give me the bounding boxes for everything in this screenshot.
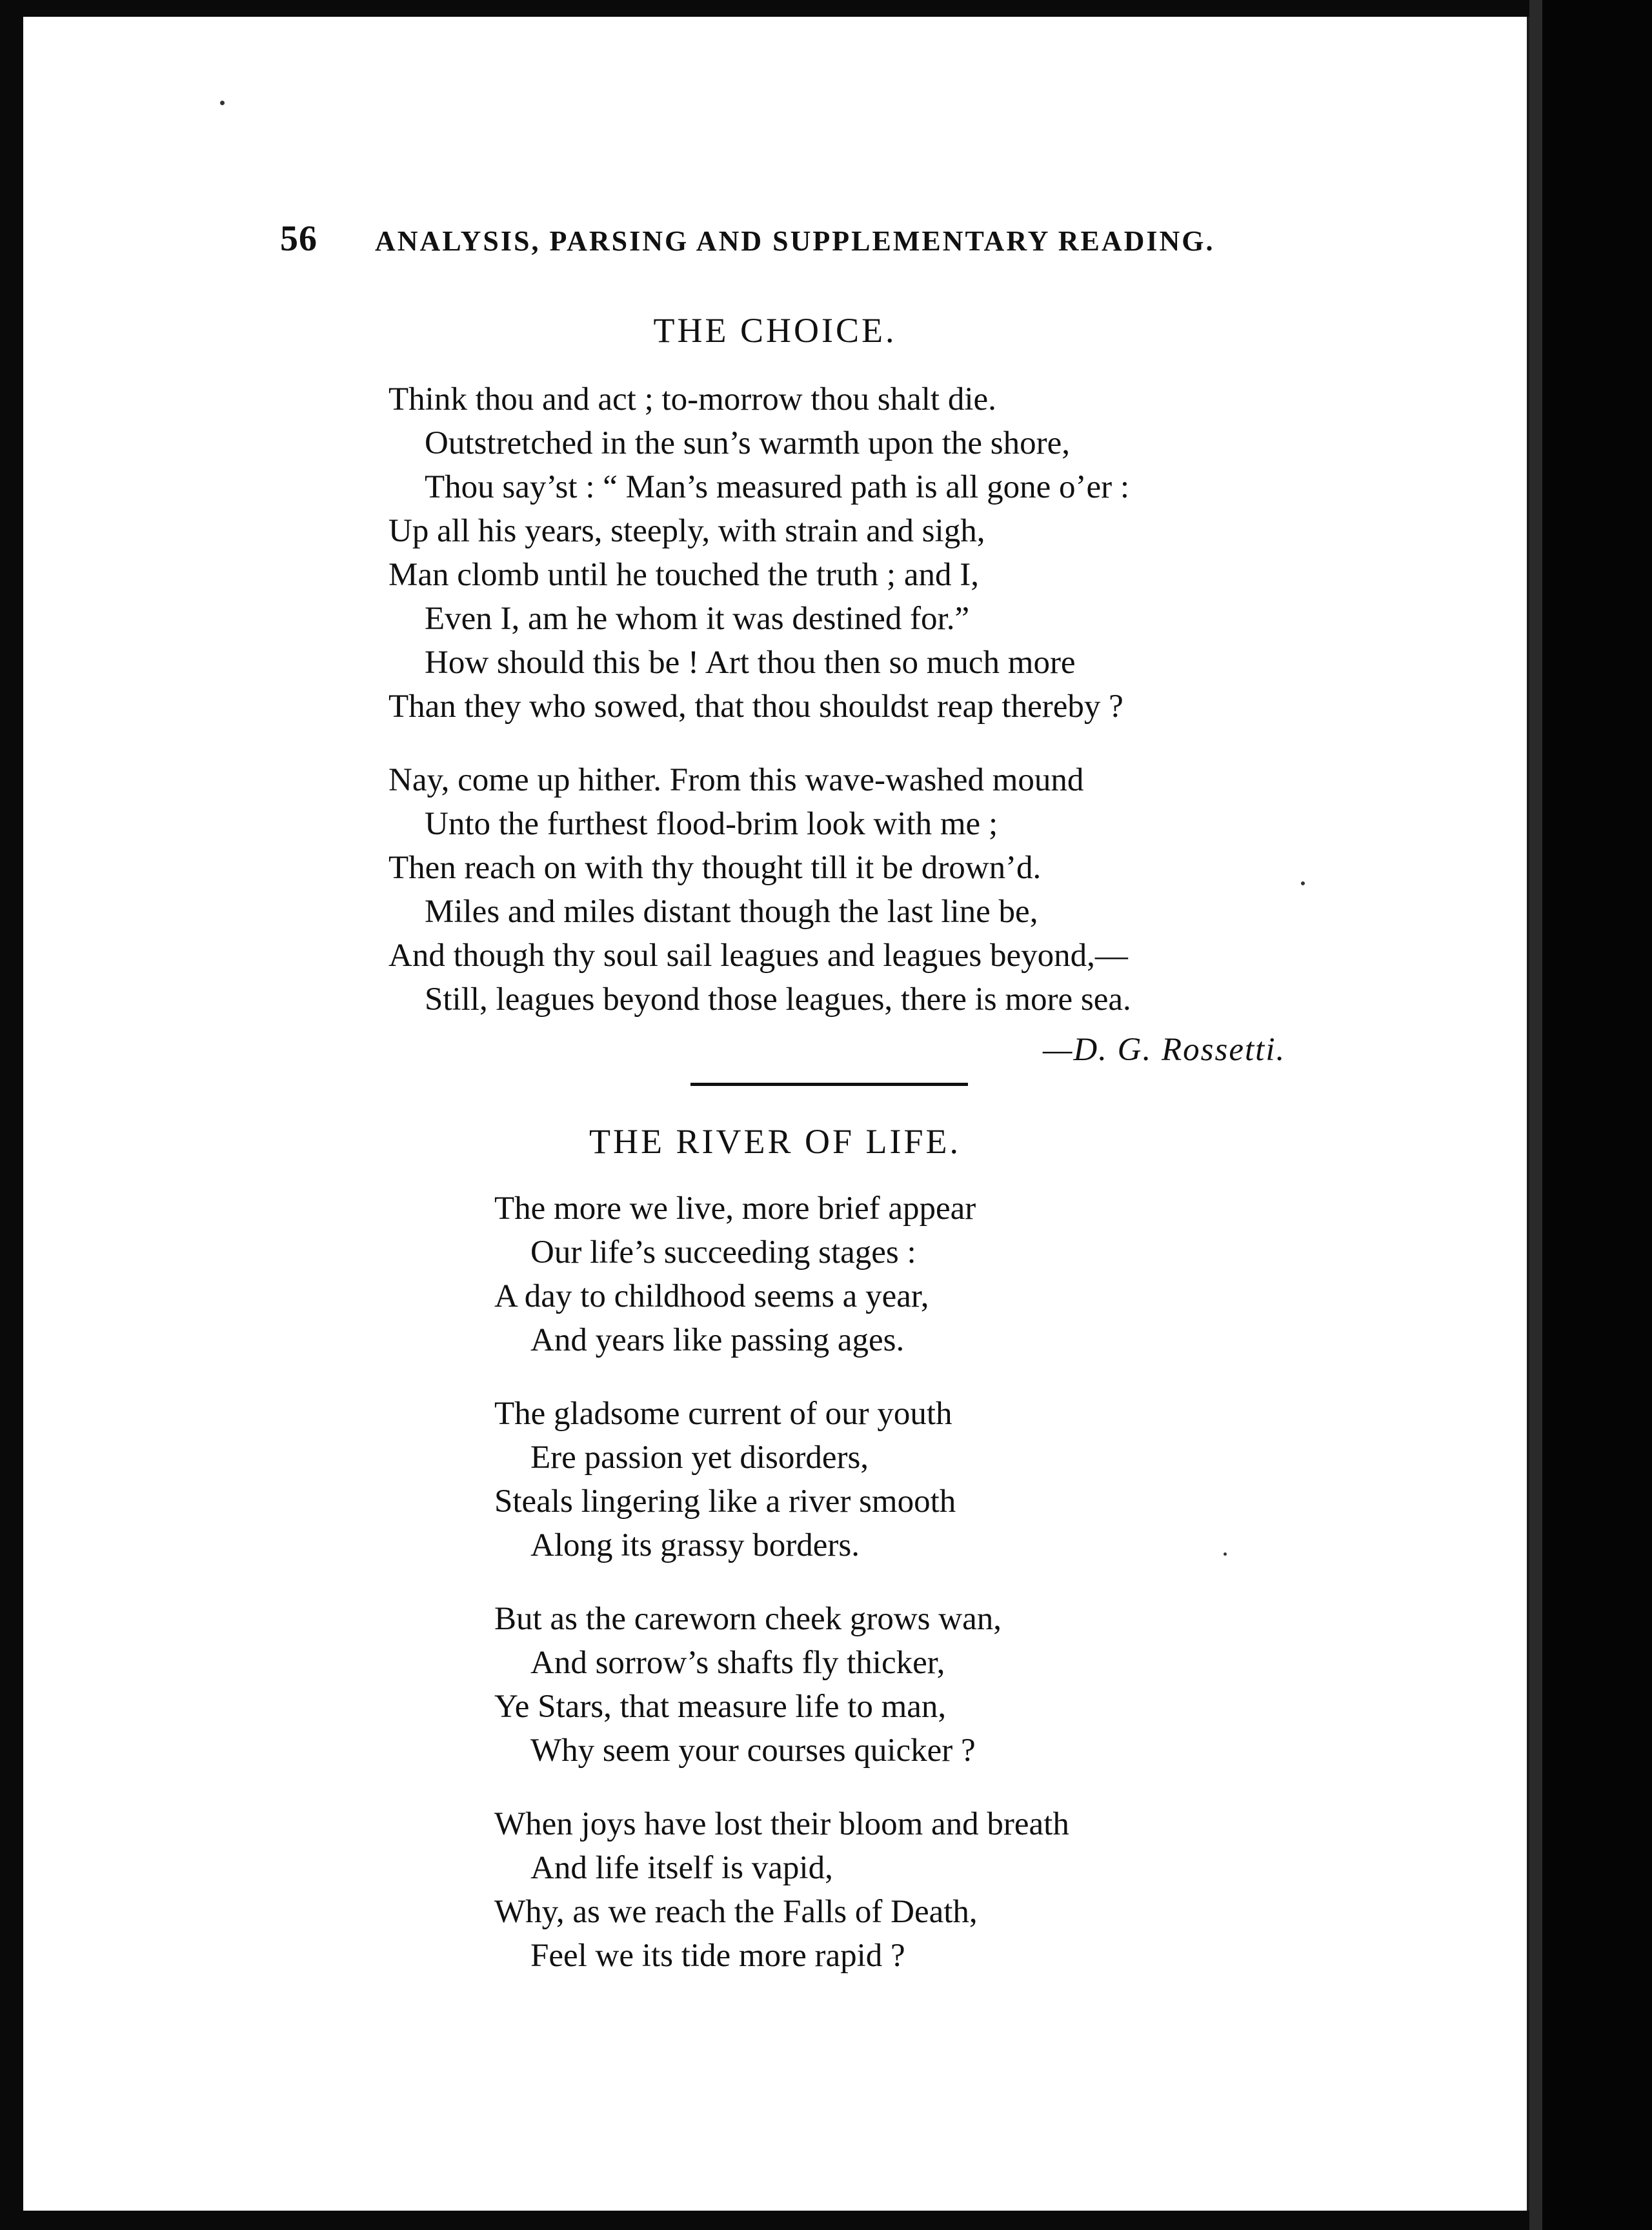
page-edge [1529, 0, 1542, 2230]
poem-line: And though thy soul sail leagues and leagues beyond,— [388, 938, 1128, 974]
poem-line: Then reach on with thy thought till it be drown’d. [388, 850, 1042, 886]
poem-line: Miles and miles distant though the last line be, [425, 894, 1038, 930]
scan-speck [1224, 1552, 1227, 1556]
scan-speck [1301, 881, 1305, 885]
poem-line: Thou say’st : “ Man’s measured path is all gone o’er : [425, 469, 1129, 505]
poem-line: Along its grassy borders. [530, 1527, 860, 1563]
poem-line: Think thou and act ; to-morrow thou shalt die. [388, 381, 996, 417]
poem-line: And life itself is vapid, [530, 1850, 833, 1886]
poem-line: Ere passion yet disorders, [530, 1440, 869, 1476]
poem-line: When joys have lost their bloom and breath [494, 1806, 1069, 1842]
poem-line: And sorrow’s shafts fly thicker, [530, 1645, 945, 1681]
poem-line: Our life’s succeeding stages : [530, 1234, 916, 1271]
poem-line: Still, leagues beyond those leagues, there is more sea. [425, 981, 1131, 1018]
section-divider [690, 1083, 968, 1086]
poem-line: A day to childhood seems a year, [494, 1278, 929, 1314]
page-number: 56 [280, 219, 317, 259]
poem-line: Why seem your courses quicker ? [530, 1733, 976, 1769]
running-header [23, 218, 1527, 270]
poem-line: Up all his years, steeply, with strain and sigh, [388, 513, 985, 549]
poem-line: Nay, come up hither. From this wave-washed mound [388, 762, 1084, 798]
poem-line: But as the careworn cheek grows wan, [494, 1601, 1002, 1637]
poem-line: The more we live, more brief appear [494, 1190, 976, 1227]
poem-line: Ye Stars, that measure life to man, [494, 1689, 947, 1725]
poem-line: Than they who sowed, that thou shouldst reap thereby ? [388, 688, 1123, 725]
poem-line: How should this be ! Art thou then so much more [425, 645, 1076, 681]
poem-line: Feel we its tide more rapid ? [530, 1938, 905, 1974]
poem-line: Man clomb until he touched the truth ; and I, [388, 557, 979, 593]
poem-line: Outstretched in the sun’s warmth upon the shore, [425, 425, 1070, 461]
poem-line: Even I, am he whom it was destined for.” [425, 601, 970, 637]
attribution: —D. G. Rossetti. [1043, 1032, 1286, 1068]
scan-speck [220, 101, 225, 105]
poem-title-the-river-of-life: THE RIVER OF LIFE. [589, 1122, 961, 1161]
poem-line: Steals lingering like a river smooth [494, 1483, 956, 1520]
poem-line: Unto the furthest flood-brim look with me ; [425, 806, 998, 842]
book-page [23, 17, 1533, 2211]
poem-title-the-choice: THE CHOICE. [653, 311, 897, 350]
poem-line: Why, as we reach the Falls of Death, [494, 1894, 978, 1930]
scan-border [1542, 0, 1652, 2230]
running-header-title: ANALYSIS, PARSING AND SUPPLEMENTARY READING. [375, 225, 1215, 257]
poem-line: And years like passing ages. [530, 1322, 905, 1358]
poem-line: The gladsome current of our youth [494, 1396, 952, 1432]
